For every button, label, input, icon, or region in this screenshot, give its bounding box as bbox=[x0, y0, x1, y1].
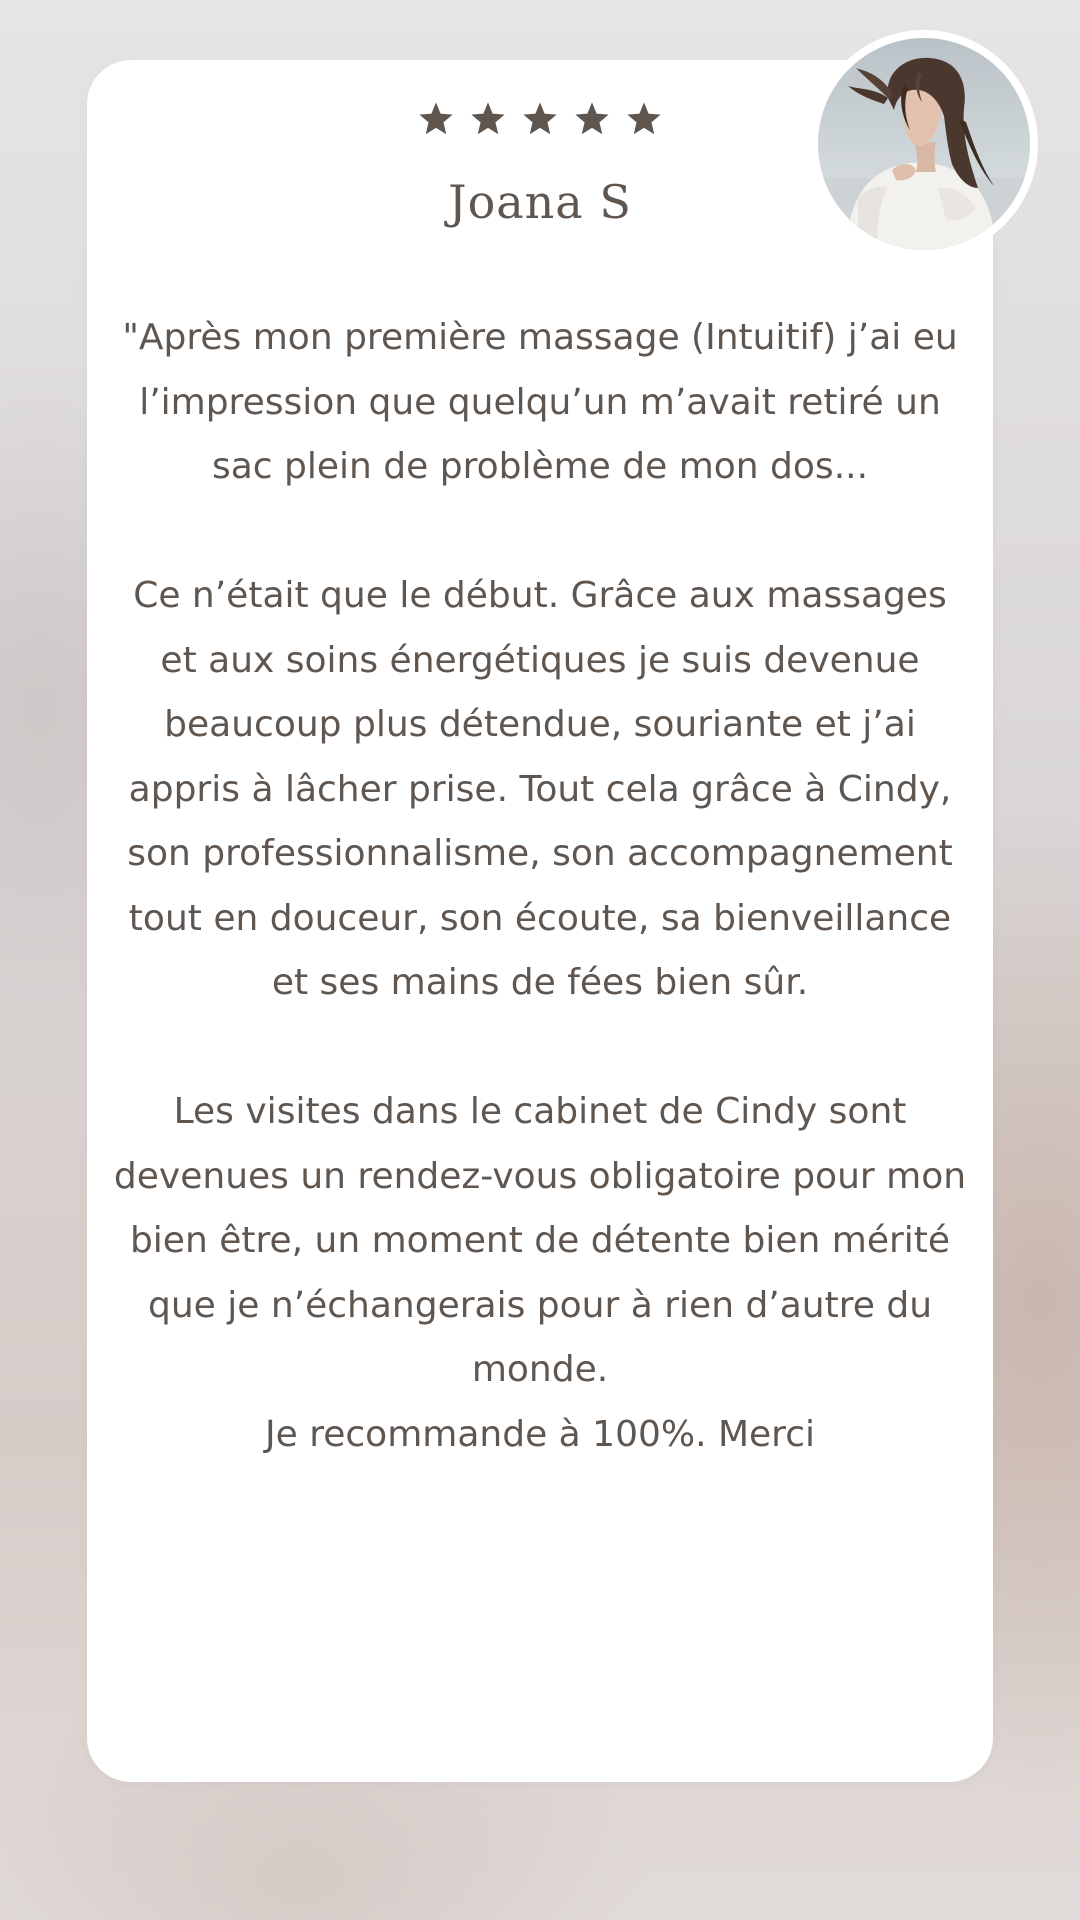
review-paragraph-1: "Après mon première massage (Intuitif) j’ai eu l’impression que quelqu’un m’avait retiré un sac plein de problème de mon dos... bbox=[122, 317, 958, 487]
reviewer-name: Joana S bbox=[448, 175, 632, 229]
review-paragraph-3: Les visites dans le cabinet de Cindy sont devenues un rendez-vous obligatoire pour mon bien être, un moment de détente bien mérité que je n’échangerais pour à rien d’autre du monde. bbox=[113, 1091, 967, 1390]
star-icon bbox=[625, 100, 663, 138]
reviewer-avatar bbox=[810, 30, 1038, 258]
star-icon bbox=[521, 100, 559, 138]
star-icon bbox=[417, 100, 455, 138]
review-paragraph-4: Je recommande à 100%. Merci bbox=[265, 1413, 815, 1455]
review-text bbox=[110, 306, 970, 1467]
reviewer-photo bbox=[818, 38, 1030, 250]
star-icon bbox=[469, 100, 507, 138]
paragraph-spacer bbox=[110, 500, 970, 565]
paragraph-spacer bbox=[110, 1016, 970, 1081]
star-icon bbox=[573, 100, 611, 138]
review-paragraph-2: Ce n’était que le début. Grâce aux massages et aux soins énergétiques je suis devenue beaucoup plus détendue, souriante et j’ai appris à lâcher prise. Tout cela grâce à Cindy, son professionnalisme, son accompagnement tout en douceur, son écoute, sa bienveillance et ses mains de fées bien sûr. bbox=[127, 575, 953, 1003]
